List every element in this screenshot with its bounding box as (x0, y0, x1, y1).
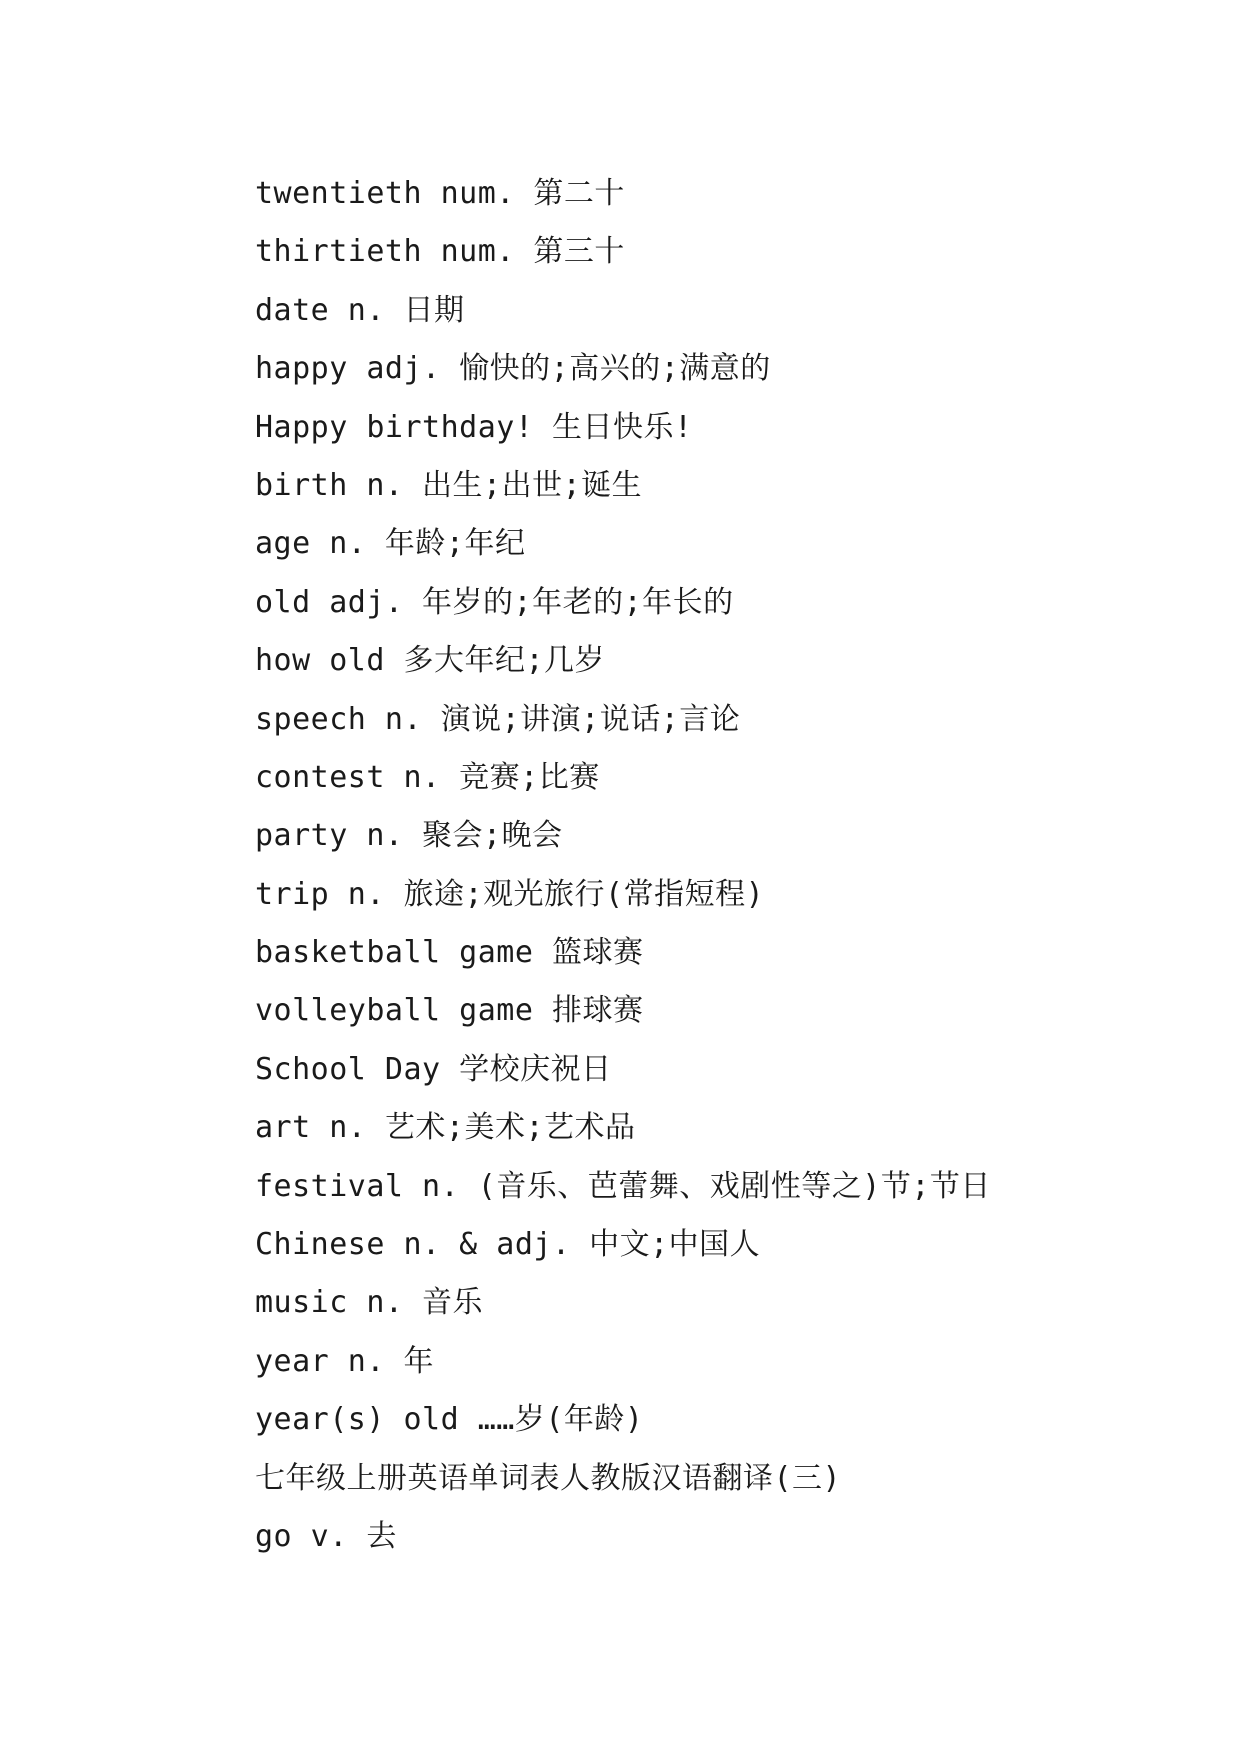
vocab-line: twentieth num. 第二十 (255, 176, 625, 211)
vocab-line: party n. 聚会;晚会 (255, 818, 563, 854)
vocab-line: Chinese n. & adj. 中文;中国人 (255, 1227, 761, 1263)
vocab-line: trip n. 旅途;观光旅行(常指短程) (255, 876, 765, 912)
vocab-line: old adj. 年岁的;年老的;年长的 (255, 584, 734, 620)
vocab-line: year n. 年 (255, 1343, 434, 1379)
section-heading: 七年级上册英语单词表人教版汉语翻译(三) (255, 1460, 842, 1496)
vocab-line: thirtieth num. 第三十 (255, 234, 625, 270)
vocab-line: speech n. 演说;讲演;说话;言论 (255, 701, 741, 737)
vocab-line: happy adj. 愉快的;高兴的;满意的 (255, 351, 771, 387)
vocab-line: date n. 日期 (255, 292, 465, 328)
vocab-line: Happy birthday! 生日快乐! (255, 409, 693, 445)
vocabulary-list (255, 165, 991, 1566)
vocab-line: music n. 音乐 (255, 1285, 484, 1321)
vocab-line: contest n. 竞赛;比赛 (255, 759, 600, 795)
vocab-line: volleyball game 排球赛 (255, 993, 644, 1029)
vocab-line: how old 多大年纪;几岁 (255, 643, 606, 679)
vocab-line: age n. 年龄;年纪 (255, 526, 526, 562)
vocab-line: art n. 艺术;美术;艺术品 (255, 1110, 636, 1146)
vocab-line: go v. 去 (255, 1518, 397, 1554)
vocab-line: festival n. (音乐、芭蕾舞、戏剧性等之)节;节日 (255, 1168, 991, 1204)
vocab-line: year(s) old ……岁(年龄) (255, 1402, 644, 1438)
vocab-line: basketball game 篮球赛 (255, 935, 644, 971)
vocab-line: birth n. 出生;出世;诞生 (255, 467, 643, 503)
vocab-line: School Day 学校庆祝日 (255, 1051, 612, 1087)
